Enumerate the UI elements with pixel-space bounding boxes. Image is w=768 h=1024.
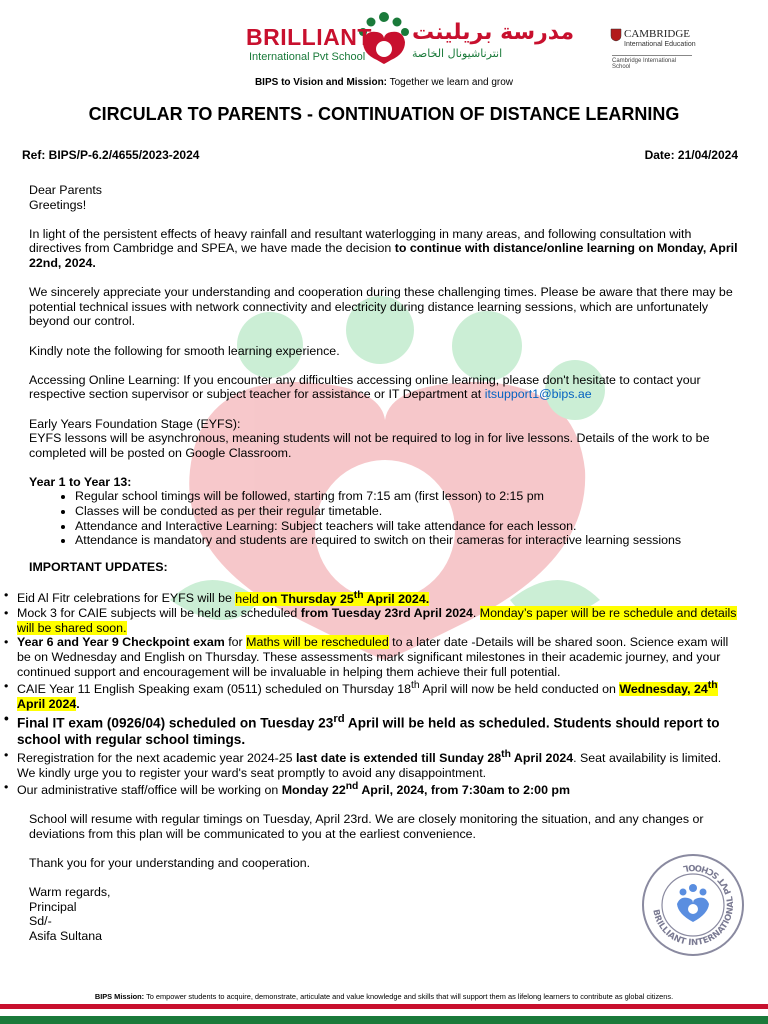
updates-heading: IMPORTANT UPDATES: <box>29 559 168 574</box>
paragraph-online: Accessing Online Learning: If you encounter any difficulties accessing online learning, please don't hesitate to contact your respective section supervisor or subject teacher for assistance or IT Department at itsupport1@bips.ae <box>29 372 701 402</box>
vision-line: BIPS to Vision and Mission: Together we learn and grow <box>254 77 514 88</box>
update-office-hours: • Our administrative staff/office will be working on Monday 22nd April, 2024, from 7:30am to 2:00 pm <box>17 780 741 798</box>
cambridge-subtitle: International Education <box>624 41 696 48</box>
circular-title: CIRCULAR TO PARENTS - CONTINUATION OF DISTANCE LEARNING <box>88 104 680 124</box>
paragraph-note: Kindly note the following for smooth learning experience. <box>29 343 340 358</box>
cambridge-title: CAMBRIDGE <box>624 28 691 40</box>
year-list <box>29 489 741 547</box>
signature-block: Warm regards, Principal Sd/- Asifa Sultana <box>29 884 111 943</box>
updates-list <box>3 588 741 798</box>
school-name-arabic: مدرسة بريلينت <box>412 20 575 45</box>
paragraph-appreciation: We sincerely appreciate your understanding and cooperation during these challenging times. Please be aware that there may be potential technical issues with network connectivity and electricity during distance learning sessions, which are unfortunately beyond our control. <box>29 285 733 329</box>
circular-date: Date: 21/04/2024 <box>644 148 738 162</box>
cambridge-shield-icon <box>610 28 622 42</box>
school-subtitle-arabic: انترناشيونال الخاصة <box>412 47 503 60</box>
cambridge-school-label: Cambridge International School <box>612 55 692 70</box>
paragraph-resume: School will resume with regular timings on Tuesday, April 23rd. We are closely monitoring the situation, and any changes or deviations from this plan will be communicated to you at the earliest convenience. <box>29 812 704 841</box>
it-support-email-link[interactable]: itsupport1@bips.ae <box>484 387 592 402</box>
paragraph-thanks: Thank you for your understanding and cooperation. <box>29 855 311 870</box>
update-checkpoint: • Year 6 and Year 9 Checkpoint exam for Maths will be rescheduled to a later date -Details will be shared soon. Science exam will be on Wednesday and English on Thursday. These assessments mark significant milestones in their academic journey, and your continued support and encouragement will be invaluable in helping them achieve their full potential. <box>17 635 741 679</box>
school-subtitle: International Pvt School <box>249 51 366 63</box>
update-speaking-exam: • CAIE Year 11 English Speaking exam (0511) scheduled on Thursday 18th April will now be held conducted on Wednesday, 24th April 2024. <box>17 679 741 711</box>
list-item: • Regular school timings will be followed, starting from 7:15 am (first lesson) to 2:15 pm <box>75 489 741 504</box>
school-name: BRILLIANT <box>246 24 372 50</box>
update-reregistration: • Reregistration for the next academic year 2024-25 last date is extended till Sunday 28th April 2024. Seat availability is limited. We kindly urge you to register your ward's seat promptly to avoid any disappointment. <box>17 748 741 780</box>
year-heading: Year 1 to Year 13: <box>29 474 132 489</box>
letter-body <box>17 183 741 943</box>
reference-number: Ref: BIPS/P-6.2/4655/2023-2024 <box>22 148 200 162</box>
svg-text:BRILLIANT INTERNATIONAL PVT SC: BRILLIANT INTERNATIONAL PVT SCHOOL <box>650 861 737 949</box>
update-mock3: • Mock 3 for CAIE subjects will be held as scheduled from Tuesday 23rd April 2024. Monday’s paper will be re schedule and details will be shared soon. <box>17 606 741 635</box>
list-item: • Attendance and Interactive Learning: Subject teachers will take attendance for each lesson. <box>75 519 741 534</box>
salutation: Dear Parents Greetings! <box>29 183 103 212</box>
list-item: • Attendance is mandatory and students are required to switch on their cameras for interactive learning sessions <box>75 533 741 548</box>
paragraph-eyfs: Early Years Foundation Stage (EYFS): EYFS lessons will be asynchronous, meaning students will not be required to log in for live lessons. Details of the work to be completed will be posted on Google Classroom. <box>29 416 710 460</box>
update-it-exam: • Final IT exam (0926/04) scheduled on Tuesday 23rd April will be held as scheduled. Students should report to school with regular school timings. <box>17 711 741 748</box>
mission-line: BIPS Mission: To empower students to acquire, demonstrate, articulate and value knowledge and skills that will support them as lifelong learners to contribute as global citizens. <box>94 992 674 1001</box>
list-item: • Classes will be conducted as per their regular timetable. <box>75 504 741 519</box>
footer-stripe <box>0 1004 768 1024</box>
paragraph-decision: In light of the persistent effects of heavy rainfall and resultant waterlogging in many areas, and following consultation with directives from Cambridge and SPEA, we have made the decision to continue with distance/online learning on Monday, April 22nd, 2024. <box>29 226 738 270</box>
update-eid: • Eid Al Fitr celebrations for EYFS will be held on Thursday 25th April 2024. <box>17 588 741 606</box>
school-stamp <box>640 852 746 958</box>
